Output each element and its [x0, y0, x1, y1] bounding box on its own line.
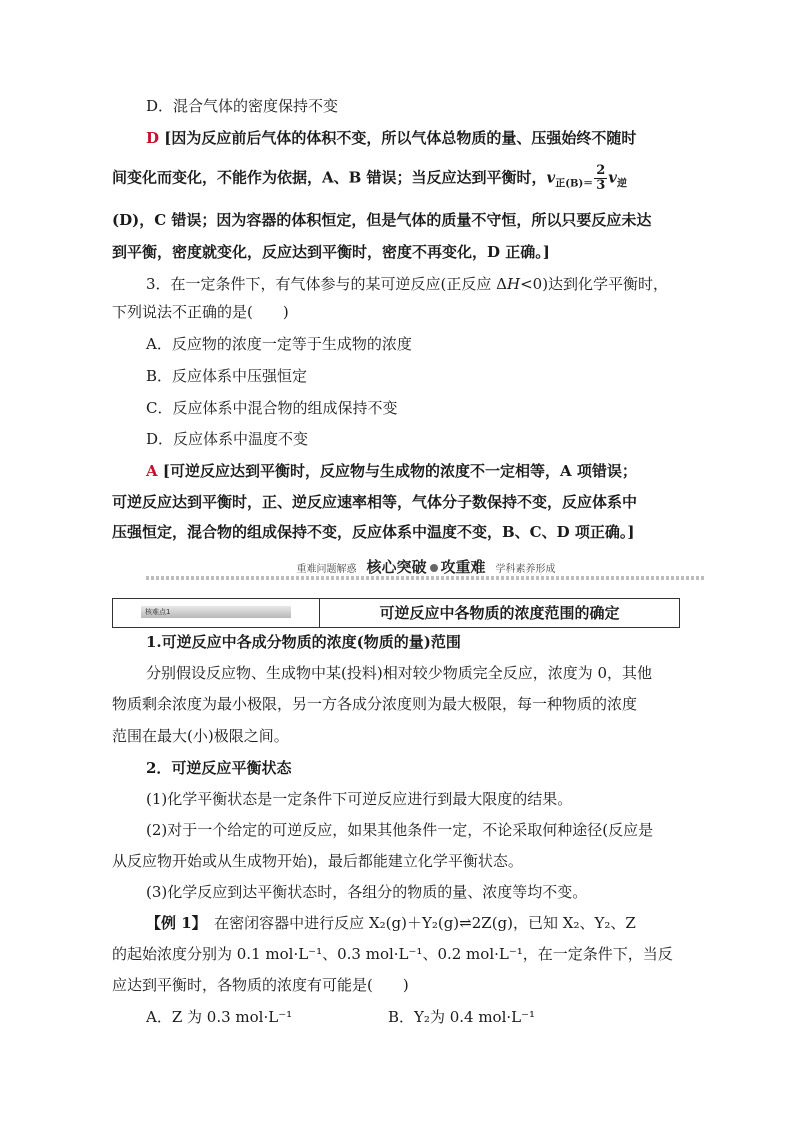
- q2-answer-letter: D: [146, 129, 160, 147]
- banner-divider: [146, 576, 706, 580]
- q3-explanation-2: 可逆反应达到平衡时，正、逆反应速率相等，气体分子数保持不变，反应体系中: [112, 493, 638, 511]
- banner-row: [146, 556, 706, 577]
- section2-heading: 2．可逆反应平衡状态: [146, 759, 292, 777]
- q3-answer-letter: A: [146, 462, 158, 480]
- q3-option-b: B．反应体系中压强恒定: [146, 367, 308, 385]
- q3-option-a: A．反应物的浓度一定等于生成物的浓度: [146, 335, 412, 353]
- q2-explanation-3: (D)，C 错误；因为容器的体积恒定，但是气体的质量不守恒，所以只要反应未达: [112, 211, 652, 229]
- q3-answer-line-1: [146, 461, 637, 481]
- section-banner: [146, 556, 706, 582]
- section2-item-2a: (2)对于一个给定的可逆反应，如果其他条件一定，不论采取何种途径(反应是: [146, 821, 654, 839]
- v-subscript-zheng: 正(B)＝: [555, 178, 594, 190]
- q3-stem-1b: <0)达到化学平衡时，: [520, 275, 669, 293]
- section2-item-2b: 从反应物开始或从生成物开始)，最后都能建立化学平衡状态。: [112, 852, 523, 870]
- example-line-1-text: 在密闭容器中进行反应 X₂(g)＋Y₂(g)⇌2Z(g)，已知 X₂、Y₂、Z: [199, 914, 636, 932]
- example-option-b: B．Y₂为 0.4 mol·L⁻¹: [388, 1008, 536, 1026]
- banner-title-b: 攻重难: [440, 558, 486, 576]
- q3-stem-1: [146, 274, 668, 294]
- topic-header-box: [112, 598, 680, 628]
- section1-para-1: 分别假设反应物、生成物中某(投料)相对较少物质完全反应，浓度为 0，其他: [146, 664, 653, 682]
- q3-explanation-3: 压强恒定，混合物的组成保持不变，反应体系中温度不变，B、C、D 项正确。]: [112, 523, 635, 541]
- banner-title: [366, 556, 485, 577]
- q2-explanation-4: 到平衡，密度就变化，反应达到平衡时，密度不再变化，D 正确。]: [112, 243, 550, 261]
- fraction-denominator: 3: [596, 178, 606, 193]
- q2-explanation-2-text: 间变化而变化，不能作为依据，A、B 错误；当反应达到平衡时，: [112, 168, 547, 187]
- topic-tag: [113, 599, 320, 627]
- q3-option-d: D．反应体系中温度不变: [146, 430, 309, 448]
- example-line-2: 的起始浓度分别为 0.1 mol·L⁻¹、0.3 mol·L⁻¹、0.2 mol·L⁻¹，在一定条件下，当反: [112, 945, 673, 963]
- q3-explanation-1: [可逆反应达到平衡时，反应物与生成物的浓度不一定相等，A 项错误；: [162, 462, 637, 480]
- banner-dot-icon: [430, 564, 438, 572]
- fraction-two-thirds: [594, 164, 607, 193]
- q2-option-d: D．混合气体的密度保持不变: [146, 97, 339, 115]
- q2-answer-line-1: [146, 128, 636, 148]
- example-option-a: A．Z 为 0.3 mol·L⁻¹: [146, 1008, 293, 1026]
- section1-para-2: 物质剩余浓度为最小极限，另一方各成分浓度则为最大极限，每一种物质的浓度: [112, 695, 638, 713]
- q3-option-c: C．反应体系中混合物的组成保持不变: [146, 399, 398, 417]
- section1-heading: 1.可逆反应中各成分物质的浓度(物质的量)范围: [146, 633, 461, 651]
- fraction-numerator: 2: [596, 163, 606, 178]
- banner-left-label: 重难问题解惑: [296, 564, 357, 575]
- banner-right-label: 学科素养形成: [495, 564, 556, 575]
- section1-para-3: 范围在最大(小)极限之间。: [112, 727, 289, 745]
- v-subscript-ni: 逆: [616, 178, 627, 190]
- example-label: 【例 1】: [146, 914, 200, 932]
- example-line-3: 应达到平衡时，各物质的浓度有可能是( ): [112, 976, 409, 994]
- v-symbol-2: v: [608, 168, 617, 187]
- q2-explanation-1: [因为反应前后气体的体积不变，所以气体总物质的量、压强始终不随时: [164, 129, 637, 147]
- v-symbol: v: [546, 168, 556, 187]
- section2-item-3: (3)化学反应到达平衡状态时，各组分的物质的量、浓度等均不变。: [146, 883, 588, 901]
- q2-explanation-2: [112, 164, 627, 195]
- topic-tag-label: 核难点1: [145, 608, 171, 616]
- q3-stem-2: 下列说法不正确的是( ): [112, 303, 289, 321]
- section2-item-1: (1)化学平衡状态是一定条件下可逆反应进行到最大限度的结果。: [146, 790, 573, 808]
- example-line-1: [146, 913, 636, 933]
- banner-title-a: 核心突破: [366, 558, 427, 576]
- topic-title: 可逆反应中各物质的浓度范围的确定: [379, 604, 620, 622]
- q3-stem-h: H: [507, 275, 521, 293]
- q3-stem-1a: 3．在一定条件下，有气体参与的某可逆反应(正反应 Δ: [146, 275, 507, 293]
